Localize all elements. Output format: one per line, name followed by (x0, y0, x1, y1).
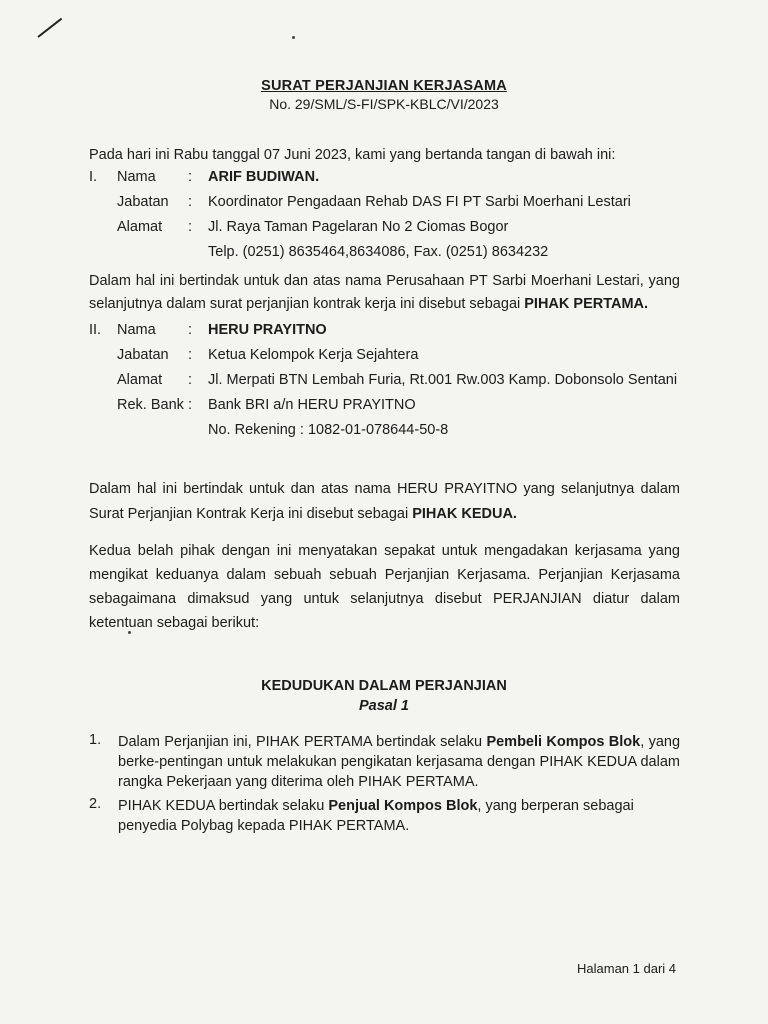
list-item (118, 796, 680, 836)
item-bold: Pembeli Kompos Blok (486, 734, 641, 750)
party2-account-row (0, 422, 768, 442)
party2-label: Jabatan (117, 347, 169, 363)
colon: : (188, 219, 193, 235)
party1-statement-text: Dalam hal ini bertindak untuk dan atas nama Perusahaan PT Sarbi Moerhani Lestari, yang selanjutnya dalam surat perjanjian kontrak kerja ini disebut sebagai (89, 273, 680, 312)
party2-bank-row (0, 397, 768, 417)
party2-statement-text: Dalam hal ini bertindak untuk dan atas nama HERU PRAYITNO yang selanjutnya dalam Surat Perjanjian Kontrak Kerja ini disebut sebagai (89, 481, 680, 522)
pasal-heading: Pasal 1 (359, 698, 409, 714)
party1-label: Alamat (117, 219, 163, 235)
party1-alamat-row (0, 219, 768, 239)
section-heading: KEDUDUKAN DALAM PERJANJIAN (261, 678, 507, 694)
party1-phone: Telp. (0251) 8635464,8634086, Fax. (0251) 8634232 (208, 244, 549, 260)
party2-label: Alamat (117, 372, 163, 388)
scan-speck (292, 36, 295, 39)
colon: : (188, 322, 193, 338)
party2-role: PIHAK KEDUA. (412, 506, 517, 522)
colon: : (188, 194, 193, 210)
item-text: , yang berperan sebagai penyedia Polybag kepada PIHAK PERTAMA. (118, 798, 634, 834)
party2-account: No. Rekening : 1082-01-078644-50-8 (208, 422, 449, 438)
party1-roman: I. (89, 169, 98, 185)
item-number: 1. (89, 732, 102, 748)
document-title: SURAT PERJANJIAN KERJASAMA (261, 78, 507, 94)
party2-name-row (0, 322, 768, 342)
item-number: 2. (89, 796, 102, 812)
pen-mark (37, 18, 62, 38)
party2-statement (89, 477, 680, 527)
party1-role: PIHAK PERTAMA. (524, 296, 649, 312)
party2-jabatan-value: Ketua Kelompok Kerja Sejahtera (208, 347, 419, 363)
party2-alamat-row (0, 372, 768, 392)
party1-alamat-value: Jl. Raya Taman Pagelaran No 2 Ciomas Bogor (208, 219, 509, 235)
party2-label: Rek. Bank (117, 397, 184, 413)
party1-jabatan-value: Koordinator Pengadaan Rehab DAS FI PT Sarbi Moerhani Lestari (208, 194, 631, 210)
party2-jabatan-row (0, 347, 768, 367)
document-number: No. 29/SML/S-FI/SPK-KBLC/VI/2023 (269, 96, 499, 112)
intro-text: Pada hari ini Rabu tanggal 07 Juni 2023, kami yang bertanda tangan di bawah ini: (89, 147, 616, 163)
agreement-text: Kedua belah pihak dengan ini menyatakan sepakat untuk mengadakan kerjasama yang mengikat keduanya dalam sebuah sebuah Perjanjian Kerjasama. Perjanjian Kerjasama sebagaimana dimaksud yang untuk selanjutnya disebut PERJANJIAN diatur dalam ketentuan sebagai berikut: (89, 543, 680, 631)
item-bold: Penjual Kompos Blok (328, 798, 478, 814)
party1-name-row (0, 169, 768, 189)
party1-phone-row (0, 244, 768, 264)
colon: : (188, 169, 193, 185)
party2-bank-value: Bank BRI a/n HERU PRAYITNO (208, 397, 416, 413)
list-item (118, 732, 680, 792)
page-footer: Halaman 1 dari 4 (577, 961, 676, 976)
party1-jabatan-row (0, 194, 768, 214)
colon: : (188, 397, 193, 413)
party1-label: Nama (117, 169, 156, 185)
item-text: PIHAK KEDUA bertindak selaku (118, 798, 329, 814)
party2-label: Nama (117, 322, 156, 338)
party2-alamat-value: Jl. Merpati BTN Lembah Furia, Rt.001 Rw.003 Kamp. Dobonsolo Sentani (208, 372, 678, 388)
item-text: , yang berke-pentingan untuk melakukan pengikatan kerjasama dengan PIHAK KEDUA dalam rangka Pekerjaan yang diterima oleh PIHAK PERTAMA. (118, 734, 681, 790)
party2-name-value: HERU PRAYITNO (208, 322, 327, 338)
item-text: Dalam Perjanjian ini, PIHAK PERTAMA bertindak selaku (118, 734, 487, 750)
colon: : (188, 347, 193, 363)
party1-label: Jabatan (117, 194, 169, 210)
party1-name-value: ARIF BUDIWAN. (208, 169, 320, 185)
party2-roman: II. (89, 322, 102, 338)
colon: : (188, 372, 193, 388)
party1-statement (89, 270, 680, 316)
